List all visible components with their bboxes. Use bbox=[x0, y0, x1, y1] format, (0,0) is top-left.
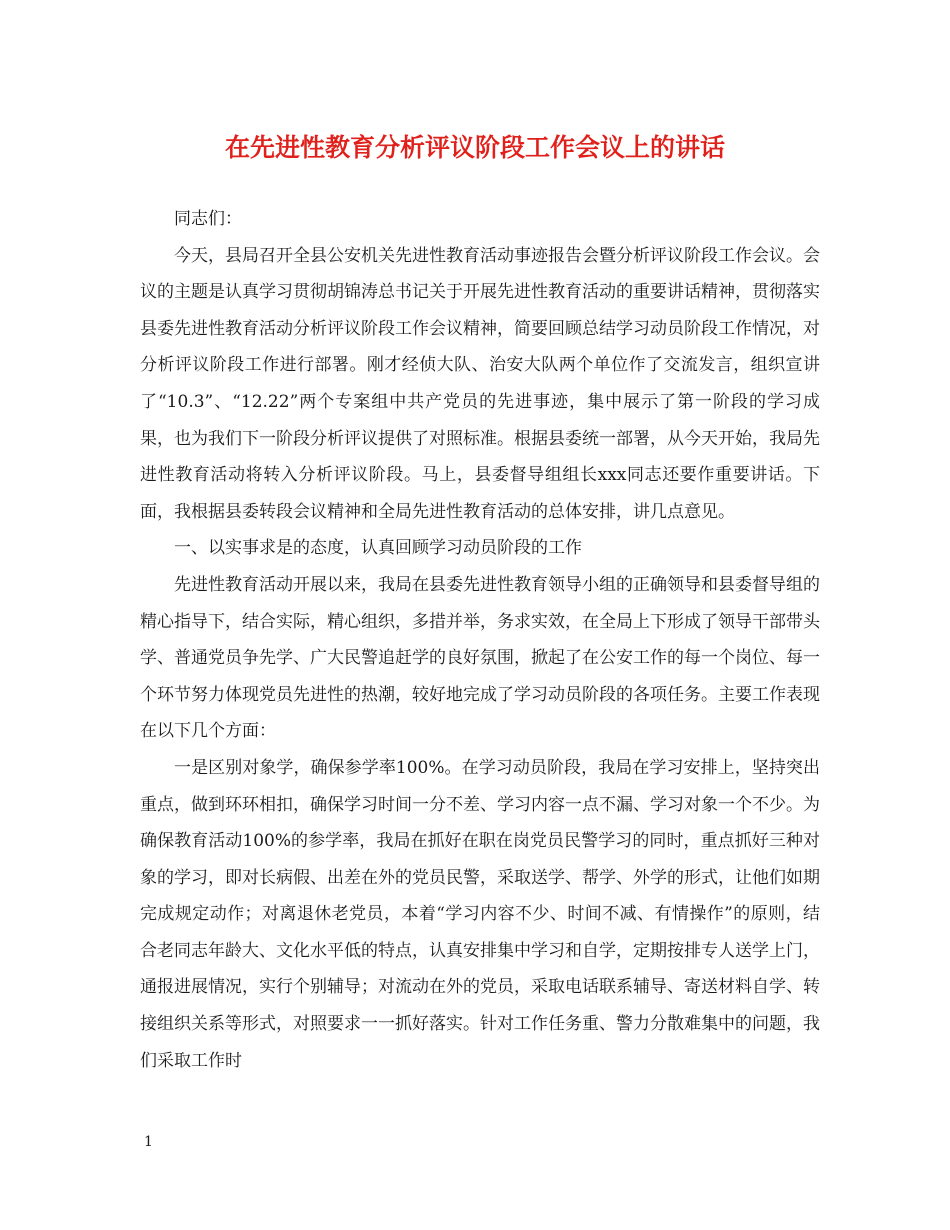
page-number: 1 bbox=[144, 1134, 153, 1150]
body-paragraph: 先进性教育活动开展以来，我局在县委先进性教育领导小组的正确领导和县委督导组的精心指导下，结合实际，精心组织，多措并举，务求实效，在全局上下形成了领导干部带头学、普通党员争先学、广大民警追赶学的良好氛围，掀起了在公安工作的每一个岗位、每一个环节努力体现党员先进性的热潮，较好地完成了学习动员阶段的各项任务。主要工作表现在以下几个方面： bbox=[140, 574, 820, 742]
document-title: 在先进性教育分析评议阶段工作会议上的讲话 bbox=[224, 133, 725, 162]
body-paragraph: 一是区别对象学，确保参学率100%。在学习动员阶段，我局在学习安排上，坚持突出重点，做到环环相扣，确保学习时间一分不差、学习内容一点不漏、学习对象一个不少。为确保教育活动100%的参学率，我局在抓好在职在岗党员民警学习的同时，重点抓好三种对象的学习，即对长病假、出差在外的党员民警，采取送学、帮学、外学的形式，让他们如期完成规定动作；对离退休老党员，本着“学习内容不少、时间不减、有情操作”的原则，结合老同志年龄大、文化水平低的特点，认真安排集中学习和自学，定期按排专人送学上门，通报进展情况，实行个别辅导；对流动在外的党员，采取电话联系辅导、寄送材料自学、转接组织关系等形式，对照要求一一抓好落实。针对工作任务重、警力分散难集中的问题，我们采取工作时 bbox=[140, 757, 820, 1071]
body-paragraph: 今天，县局召开全县公安机关先进性教育活动事迹报告会暨分析评议阶段工作会议。会议的主题是认真学习贯彻胡锦涛总书记关于开展先进性教育活动的重要讲话精神，贯彻落实县委先进性教育活动分析评议阶段工作会议精神，简要回顾总结学习动员阶段工作情况，对分析评议阶段工作进行部署。刚才经侦大队、治安大队两个单位作了交流发言，组织宣讲了“10.3”、“12.22”两个专案组中共产党员的先进事迹，集中展示了第一阶段的学习成果，也为我们下一阶段分析评议提供了对照标准。根据县委统一部署，从今天开始，我局先进性教育活动将转入分析评议阶段。马上，县委督导组组长xxx同志还要作重要讲话。下面，我根据县委转段会议精神和全局先进性教育活动的总体安排，讲几点意见。 bbox=[140, 245, 820, 522]
salutation-paragraph: 同志们： bbox=[174, 209, 242, 229]
section-heading: 一、以实事求是的态度，认真回顾学习动员阶段的工作 bbox=[174, 538, 582, 559]
document-body bbox=[140, 201, 820, 1079]
